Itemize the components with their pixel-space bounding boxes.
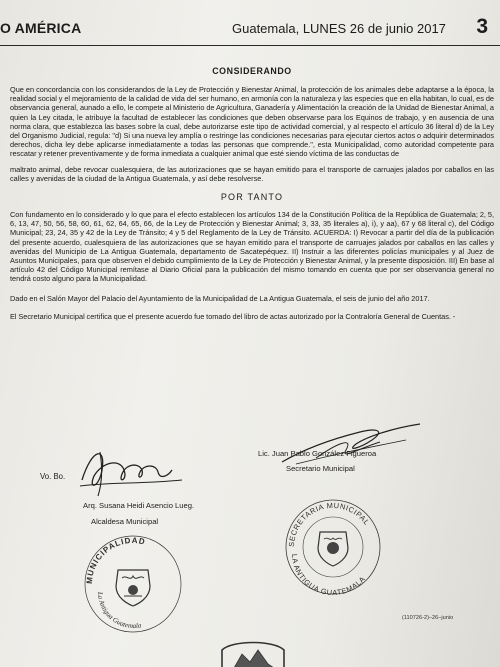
page-header <box>0 15 500 46</box>
considerando-heading: CONSIDERANDO <box>212 66 292 76</box>
secretary-seal <box>278 492 388 602</box>
mayor-signature-scribble <box>72 440 192 500</box>
signature-block <box>0 448 500 667</box>
seal-left-top-text: MUNICIPALIDAD <box>84 535 147 585</box>
bottom-emblem <box>218 638 288 667</box>
secretary-signature-scribble <box>276 418 426 468</box>
considerando-paragraph-continued: maltrato animal, debe revocar cualesquiera, de las autorizaciones que se hayan emitido para el transporte de carruajes jalados por caballos en las calles y avenidas de la ciudad de la Antigua Guatemala, y así debe resolverse. <box>10 164 494 183</box>
considerando-paragraph: Que en concordancia con los considerandos de la Ley de Protección y Bienestar Animal, la protección de los animales debe adaptarse a la época, la realidad social y el mejoramiento de la calidad de vida del ser humano, en armonía con la naturaleza y las especies que en ella habitan, lo cual, es de observancia general, aunado a ello, le compete al Ministerio de Agricultura, Ganadería y Alimentación la creación de la Unidad de Bienestar Animal, a quien la Ley citada, le atribuye la facultad de establecer las condiciones que deben observarse para los Equinos de trabajo, y en ausencia de una norma clara, que establezca las bases sobre la cual, debe autorizarse este tipo de actividad comercial, y al respecto el artículo 36 literal d) de la Ley del Organismo Judicial, regula: "d) Si una nueva ley amplía o restringe las condiciones necesarias para ejecutar ciertos actos o adquirir determinados derechos, dicha ley debe aplicarse inmediatamente a todas las personas que comprende.", esta Municipalidad, como autoridad competente para rescatar y retener preventivamente y de forma inmediata a cualquier animal que esté siendo víctima de las conductas de <box>10 85 494 159</box>
por-tanto-heading: POR TANTO <box>220 192 284 203</box>
mayor-title: Alcaldesa Municipal <box>91 517 159 526</box>
certification-paragraph: El Secretario Municipal certifica que el presente acuerdo fue tomado del libro de actas autorizado por la Contraloría General de Cuentas. - <box>10 311 456 321</box>
svg-text:MUNICIPALIDAD <box>85 536 147 584</box>
document-body <box>10 66 494 324</box>
secretary-title: Secretario Municipal <box>286 464 355 473</box>
publication-reference-code: (110726-2)–26–junio <box>402 615 454 621</box>
vobo-label: Vo. Bo. <box>40 472 66 481</box>
dado-paragraph: Dado en el Salón Mayor del Palacio del Ayuntamiento de la Municipalidad de La Antigua Guatemala, el seis de junio del año 2017. <box>10 293 430 303</box>
publication-name: O AMÉRICA <box>0 20 82 36</box>
page-number: 3 <box>476 15 488 38</box>
seal-right-bottom-text: LA ANTIGUA GUATEMALA <box>289 553 368 598</box>
por-tanto-paragraph: Con fundamento en lo considerado y lo que para el efecto establecen los artículos 134 de la Constitución Política de la República de Guatemala; 2, 5, 6, 13, 47, 50, 56, 58, 60, 61, 62, 64, 65, 66, de la Ley de Protección y Bienestar Animal; 3, 33, 35 literales a), i), y aa), 67 y 68 literal c), del Código Municipal; 23, 24, 35 y 42 de la Ley de Tránsito; 4 y 5 del Reglamento de la Ley de Tránsito. ACUERDA: I) Revocar a partir del día de la publicación del presente acuerdo, cualesquiera de las autorizaciones que se hayan emitido para el transporte de carruajes jalados por caballos en las calles y avenidas del Municipio de La Antigua Guatemala, departamento de Sacatepéquez. II) Instruir a las diferentes policías municipales y al Juez de Asuntos Municipales, para que observen el debido cumplimiento de la Ley de Protección y Bienestar Animal, y la presente disposición. III) En base al artículo 42 del Código Municipal remítase al Diario Oficial para la publicación del mismo tomando en cuenta que por ser observancia general no tendrá costo alguno para la Municipalidad. <box>10 210 494 284</box>
seal-right-top-text: SECRETARIA MUNICIPAL <box>286 500 372 548</box>
municipality-seal <box>78 526 188 636</box>
mayor-name: Arq. Susana Heidi Asencio Lueg. <box>83 501 195 510</box>
secretary-name: Lic. Juan Pablo González Figueroa <box>258 449 377 458</box>
svg-text:LA ANTIGUA GUATEMALA <box>290 554 367 598</box>
publication-date: Guatemala, LUNES 26 de junio 2017 <box>232 21 446 36</box>
seal-left-bottom-text: La Antigua Guatemala <box>95 591 142 631</box>
